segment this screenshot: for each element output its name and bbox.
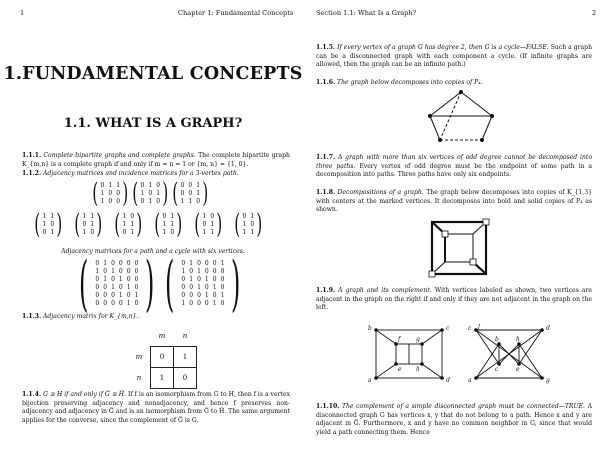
- left-paren: (: [194, 209, 201, 240]
- matrix-entry: 0: [204, 260, 209, 267]
- vertex-label: c: [495, 366, 499, 373]
- matrix-entry: 1: [90, 220, 95, 228]
- right-paren: ): [56, 209, 63, 240]
- vertex-label: f: [398, 336, 401, 343]
- matrix-entry: 1: [162, 228, 167, 236]
- matrix-entry: 0: [204, 268, 209, 275]
- matrix-entry: 0: [189, 268, 194, 275]
- matrix-entry: 0: [95, 292, 100, 299]
- matrix-entry: 1: [220, 292, 225, 299]
- blank-corner: [128, 326, 151, 347]
- section-title: 1.1. WHAT IS A GRAPH?: [63, 116, 243, 131]
- left-paren: (: [34, 209, 41, 240]
- para-num: 1.1.5.: [316, 44, 336, 51]
- para-title: Complete bipartite graphs and complete graphs.: [43, 152, 196, 159]
- matrix-entry: 1: [118, 292, 123, 299]
- para-1-1-9: [316, 287, 592, 313]
- matrix-entry: 0: [220, 276, 225, 283]
- graph-edge: [461, 92, 492, 116]
- matrix-entry: 1: [111, 284, 115, 291]
- matrix-entry: 1: [196, 181, 201, 189]
- matrix-entry: 0: [108, 197, 113, 205]
- matrix-caption: Adjacency matrices for a path and a cycle with six vertices.: [61, 248, 245, 255]
- graph-edge: [376, 330, 396, 344]
- col-label-n: n: [182, 332, 188, 340]
- matrix-entry: 0: [220, 284, 225, 291]
- graph-vertex: [540, 328, 544, 332]
- para-1-1-4: [22, 391, 290, 425]
- running-head-left: Chapter 1: Fundamental Concepts: [178, 9, 294, 17]
- vertex-label: g: [546, 377, 550, 384]
- matrix-entry: 0: [103, 300, 108, 307]
- matrix-entry: 1: [202, 212, 207, 220]
- para-num: 1.1.10.: [316, 403, 340, 410]
- marked-center-vertex: [442, 231, 448, 237]
- right-paren: ): [96, 209, 103, 240]
- block-nm: 1: [151, 368, 174, 389]
- matrix-entry: 0: [111, 292, 115, 299]
- matrix-entry: 0: [134, 284, 139, 291]
- matrix-entry: 0: [118, 300, 123, 307]
- graph-vertex: [428, 114, 432, 118]
- para-text: The complete bipartite graph K_{m,n} is a complete graph if and only if m = n = 1 or {m, n} = {1, 0}.: [22, 152, 290, 168]
- matrix-entry: 0: [212, 292, 217, 299]
- matrix-entry: 0: [196, 197, 201, 205]
- matrix-entry: 0: [220, 300, 225, 307]
- matrix-entry: 0: [134, 300, 139, 307]
- matrix-entry: 1: [126, 300, 131, 307]
- matrix-entry: 0: [170, 228, 175, 236]
- matrix-entry: 1: [202, 228, 207, 236]
- matrix-entry: 1: [82, 212, 87, 220]
- vertex-label: c: [468, 325, 472, 332]
- para-1-1-7: [316, 154, 592, 180]
- matrix-entry: 1: [180, 197, 185, 205]
- para-title: The graph below decomposes into copies of P₄.: [337, 79, 483, 86]
- para-title: The complement of a simple disconnected graph must be connected—TRUE.: [341, 403, 585, 410]
- vertex-label: b: [495, 336, 499, 343]
- para-1-1-3: [22, 313, 290, 322]
- block-nn: 0: [174, 368, 197, 389]
- graph-vertex: [374, 328, 378, 332]
- matrix-entry: 1: [42, 212, 47, 220]
- row-label-m: m: [135, 353, 143, 361]
- matrix-entry: 0: [188, 181, 193, 189]
- matrix-entry: 0: [189, 284, 194, 291]
- marked-center-vertex: [429, 271, 435, 277]
- para-1-1-6: [316, 79, 592, 88]
- graph-edge: [422, 364, 442, 378]
- para-text: If f is an isomorphism from G to H, then f is a vertex bijection preserving adjacency and nonadjacency, and hence f preserves non-adjacency and adjacency in G̅ and is an isomorphism from G̅ to H̅. The same argument applies for the converse, since the complement of G̅ is G.: [22, 391, 291, 424]
- matrix-entry: 1: [126, 284, 131, 291]
- matrix-entry: 1: [212, 300, 217, 307]
- para-num: 1.1.6.: [316, 79, 336, 86]
- matrix-entry: 0: [156, 181, 161, 189]
- matrix-entry: 1: [197, 268, 201, 275]
- right-paren: ): [136, 209, 143, 240]
- matrix-entry: 0: [204, 284, 209, 291]
- matrix-entry: 1: [210, 228, 215, 236]
- matrix-entry: 1: [189, 276, 194, 283]
- vertex-label: a: [468, 377, 472, 384]
- matrix-entry: 0: [134, 268, 139, 275]
- marked-center-vertex: [483, 219, 489, 225]
- right-paren: ): [231, 249, 241, 319]
- para-1-1-8: [316, 189, 592, 215]
- matrix-entry: 1: [42, 220, 47, 228]
- matrix-entry: 0: [140, 181, 145, 189]
- matrix-entry: 1: [134, 292, 139, 299]
- matrix-entry: 0: [116, 189, 121, 197]
- matrix-entry: 0: [82, 220, 87, 228]
- matrix-entry: 0: [103, 284, 108, 291]
- k13-decomposition-figure: [428, 218, 490, 278]
- matrix-entry: 0: [95, 276, 100, 283]
- graph-edge: [519, 344, 542, 378]
- left-paren: (: [132, 178, 139, 209]
- incidence-matrix: [112, 211, 145, 238]
- graph-vertex: [374, 376, 378, 380]
- matrix-entry: 0: [250, 220, 255, 228]
- matrix-entry: 0: [181, 276, 186, 283]
- para-text: The graph below decomposes into copies of K_{1,3} with centers at the marked vertices. It decomposes into bold and solid copies of P₄ as shown.: [316, 189, 592, 213]
- matrix-entry: 1: [204, 276, 209, 283]
- para-title: G ≅ H if and only if G̅ ≅ H̅.: [43, 391, 127, 398]
- incidence-matrix: [152, 211, 185, 238]
- matrix-entry: 1: [90, 212, 95, 220]
- matrix-entry: 0: [95, 260, 100, 267]
- matrix-entry: 0: [118, 284, 123, 291]
- matrix-entry: 1: [204, 292, 209, 299]
- matrix-entry: 1: [122, 220, 127, 228]
- matrix-entry: 0: [126, 268, 131, 275]
- right-paren: ): [145, 249, 155, 319]
- para-1-1-1: [22, 152, 290, 169]
- marked-center-vertex: [470, 259, 476, 265]
- row-label-n: n: [136, 374, 142, 382]
- col-label-m: m: [158, 332, 166, 340]
- matrix-entry: 1: [130, 220, 135, 228]
- matrix-entry: 0: [134, 260, 139, 267]
- para-title: Adjacency matrix for K_{m,n}.: [43, 313, 139, 320]
- left-paren: (: [92, 178, 99, 209]
- matrix-entry: 1: [118, 276, 123, 283]
- matrix-entry: 1: [111, 268, 115, 275]
- matrix-entry: 0: [148, 189, 153, 197]
- matrix-entry: 1: [95, 268, 100, 275]
- left-paren: (: [154, 209, 161, 240]
- matrix-entry: 1: [189, 260, 194, 267]
- matrix-entry: 0: [204, 300, 209, 307]
- para-num: 1.1.4.: [22, 391, 42, 398]
- matrix-entry: 0: [242, 212, 247, 220]
- matrix-entry: 0: [126, 276, 131, 283]
- para-num: 1.1.7.: [316, 154, 336, 161]
- para-text: A disconnected graph G has vertices x, y that do not belong to a path. Hence x and y are adjacent in G̅. Furthermore, x and y have no common neighbor in G, since that would yield a path connecting them. Hence: [316, 403, 593, 436]
- matrix-entry: 0: [126, 292, 131, 299]
- para-num: 1.1.9.: [316, 287, 336, 294]
- matrix-entry: 0: [50, 220, 55, 228]
- running-head-right: Section 1.1: What Is a Graph?: [316, 9, 417, 17]
- vertex-label: e: [398, 366, 402, 373]
- incidence-matrix: [192, 211, 225, 238]
- matrix-entry: 1: [242, 220, 247, 228]
- graph-and-complement-figure: [366, 324, 556, 386]
- vertex-label: b: [368, 325, 372, 332]
- matrix-entry: 1: [250, 212, 255, 220]
- para-1-1-10: [316, 403, 592, 437]
- vertex-label: d: [446, 377, 450, 384]
- left-paren: (: [114, 209, 121, 240]
- incidence-matrix: [232, 211, 265, 238]
- left-paren: (: [234, 209, 241, 240]
- kmn-adjacency-table: [128, 326, 197, 389]
- adjacency-matrix: [170, 180, 211, 207]
- matrix-entry: 1: [181, 268, 186, 275]
- left-paren: (: [79, 249, 89, 319]
- matrix-entry: 0: [108, 189, 113, 197]
- matrix-entry: 0: [212, 260, 217, 267]
- matrix-entry: 0: [189, 300, 194, 307]
- matrix-entry: 1: [210, 220, 215, 228]
- incidence-matrix: [32, 211, 65, 238]
- matrix-entry: 1: [170, 212, 175, 220]
- left-paren: (: [165, 249, 175, 319]
- matrix-entry: 1: [116, 181, 121, 189]
- para-num: 1.1.2.: [22, 170, 42, 177]
- right-paren: ): [162, 178, 169, 209]
- matrix-entry: 1: [188, 197, 193, 205]
- para-num: 1.1.1.: [22, 152, 42, 159]
- matrix-entry: 1: [50, 212, 55, 220]
- matrix-entry: 1: [250, 228, 255, 236]
- vertex-label: e: [516, 366, 520, 373]
- matrix-entry: 1: [181, 300, 186, 307]
- graph-vertex: [490, 114, 494, 118]
- matrix-entry: 1: [100, 197, 105, 205]
- matrix-entry: 0: [181, 260, 186, 267]
- matrix-entry: 1: [148, 197, 153, 205]
- matrix-entry: 0: [197, 260, 201, 267]
- matrix-entry: 0: [90, 228, 95, 236]
- adjacency-matrix-6: [158, 249, 248, 319]
- page-number-right: 2: [592, 9, 597, 17]
- matrix-entry: 1: [103, 276, 108, 283]
- matrix-entry: 1: [170, 220, 175, 228]
- matrix-entry: 0: [156, 197, 161, 205]
- matrix-entry: 0: [202, 220, 207, 228]
- graph-vertex: [459, 90, 463, 94]
- matrix-entry: 0: [220, 268, 225, 275]
- matrix-entry: 1: [148, 181, 153, 189]
- graph-edge: [430, 116, 440, 140]
- matrix-entry: 0: [197, 300, 201, 307]
- graph-vertex: [480, 138, 484, 142]
- graph-vertex: [540, 376, 544, 380]
- matrix-entry: 0: [212, 276, 217, 283]
- p4-decomposition-figure: [416, 88, 506, 150]
- vertex-label: a: [368, 377, 372, 384]
- right-paren: ): [202, 178, 209, 209]
- para-num: 1.1.3.: [22, 313, 42, 320]
- matrix-entry: 1: [122, 212, 127, 220]
- graph-vertex: [420, 342, 424, 346]
- matrix-entry: 0: [134, 276, 139, 283]
- page-number-left: 1: [20, 9, 25, 17]
- matrix-entry: 0: [180, 189, 185, 197]
- chapter-title: 1.FUNDAMENTAL CONCEPTS: [3, 64, 303, 84]
- para-text: Such a graph can be a disconnected graph with each component a cycle. (If infinite graphs are allowed, then the graph can be an infinite path.): [316, 44, 592, 68]
- matrix-entry: 0: [103, 268, 108, 275]
- right-paren: ): [256, 209, 263, 240]
- matrix-entry: 0: [126, 260, 131, 267]
- matrix-entry: 0: [95, 300, 100, 307]
- para-title: A graph with more than six vertices of odd degree cannot be decomposed into three paths.: [316, 154, 592, 170]
- vertex-label: f: [478, 324, 481, 330]
- matrix-entry: 1: [162, 220, 167, 228]
- matrix-entry: 0: [116, 197, 121, 205]
- vertex-label: g: [416, 336, 420, 343]
- matrix-entry: 0: [181, 292, 186, 299]
- vertex-label: c: [446, 325, 450, 332]
- matrix-entry: 1: [196, 189, 201, 197]
- graph-vertex: [420, 362, 424, 366]
- matrix-entry: 1: [197, 284, 201, 291]
- para-text: Every vertex of odd degree must be the endpoint of some path in a decomposition into paths. Three paths have only six endpoints.: [316, 162, 592, 178]
- graph-edge: [519, 330, 542, 364]
- graph-vertex: [440, 328, 444, 332]
- incidence-matrix: [72, 211, 105, 238]
- para-1-1-5: [316, 44, 592, 70]
- para-title: If every vertex of a graph G has degree 2, then G is a cycle—FALSE.: [337, 44, 549, 51]
- matrix-entry: 1: [103, 260, 108, 267]
- matrix-entry: 0: [111, 300, 115, 307]
- matrix-entry: 1: [140, 189, 145, 197]
- matrix-entry: 0: [181, 284, 186, 291]
- vertex-label: h: [516, 336, 520, 343]
- matrix-entry: 0: [122, 228, 127, 236]
- matrix-entry: 0: [118, 268, 123, 275]
- left-paren: (: [74, 209, 81, 240]
- vertex-label: d: [546, 325, 550, 332]
- para-title: Adjacency matrices and incidence matrices for a 3-vertex path.: [43, 170, 239, 177]
- matrix-entry: 0: [197, 292, 201, 299]
- para-1-1-2: [22, 170, 290, 179]
- matrix-entry: 0: [188, 189, 193, 197]
- matrix-entry: 0: [103, 292, 108, 299]
- right-paren: ): [216, 209, 223, 240]
- matrix-entry: 0: [118, 260, 123, 267]
- inner-cycle: [445, 234, 473, 262]
- graph-vertex: [440, 376, 444, 380]
- matrix-entry: 0: [189, 292, 194, 299]
- para-num: 1.1.8.: [316, 189, 336, 196]
- matrix-entry: 0: [111, 260, 115, 267]
- para-text: With vertices labeled as shown, two vertices are adjacent in the graph on the right if and only if they are not adjacent in the graph on the left.: [316, 287, 593, 311]
- matrix-entry: 0: [111, 276, 115, 283]
- left-paren: (: [172, 178, 179, 209]
- matrix-entry: 0: [212, 268, 217, 275]
- matrix-entry: 1: [100, 189, 105, 197]
- matrix-entry: 0: [162, 212, 167, 220]
- para-title: A graph and its complement.: [338, 287, 432, 294]
- graph-vertex: [438, 138, 442, 142]
- adjacency-matrix: [130, 180, 171, 207]
- graph-vertex: [474, 376, 478, 380]
- matrix-entry: 0: [180, 181, 185, 189]
- matrix-entry: 0: [100, 181, 105, 189]
- matrix-entry: 0: [140, 197, 145, 205]
- block-mm: 0: [151, 347, 174, 368]
- graph-edge: [482, 116, 492, 140]
- matrix-entry: 1: [242, 228, 247, 236]
- block-mn: 1: [174, 347, 197, 368]
- matrix-entry: 0: [210, 212, 215, 220]
- adjacency-matrix: [90, 180, 131, 207]
- matrix-entry: 0: [197, 276, 201, 283]
- matrix-entry: 1: [156, 189, 161, 197]
- matrix-entry: 1: [220, 260, 225, 267]
- vertex-label: h: [416, 366, 420, 373]
- matrix-entry: 1: [212, 284, 217, 291]
- para-title: Decompositions of a graph.: [337, 189, 424, 196]
- right-page: [306, 0, 612, 473]
- matrix-entry: 1: [108, 181, 113, 189]
- matrix-entry: 1: [50, 228, 55, 236]
- graph-edge: [376, 364, 396, 378]
- right-paren: ): [122, 178, 129, 209]
- matrix-entry: 1: [130, 228, 135, 236]
- matrix-entry: 0: [130, 212, 135, 220]
- graph-edge: [422, 330, 442, 344]
- graph-edge: [430, 92, 461, 116]
- matrix-entry: 0: [42, 228, 47, 236]
- matrix-entry: 0: [95, 284, 100, 291]
- matrix-entry: 1: [82, 228, 87, 236]
- right-paren: ): [176, 209, 183, 240]
